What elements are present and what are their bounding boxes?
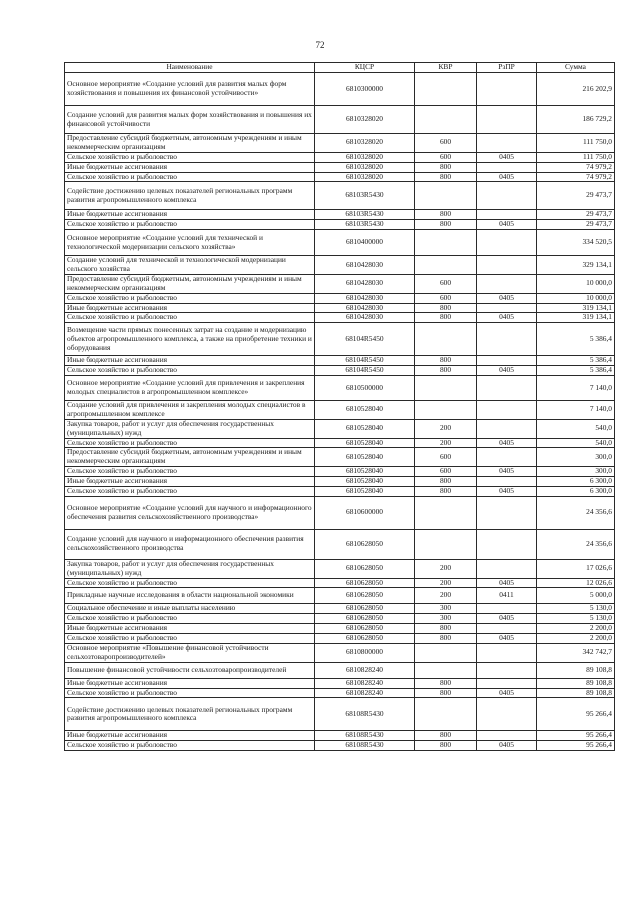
cell-rzpr — [477, 182, 537, 210]
cell-rzpr — [477, 419, 537, 438]
cell-kvr: 200 — [415, 419, 477, 438]
cell-kvr: 800 — [415, 220, 477, 230]
cell-kvr: 200 — [415, 588, 477, 604]
cell-sum: 5 000,0 — [537, 588, 615, 604]
cell-sum: 216 202,9 — [537, 73, 615, 106]
table-row — [65, 419, 615, 438]
table-row — [65, 210, 615, 220]
cell-sum: 17 026,6 — [537, 559, 615, 578]
table-row — [65, 529, 615, 559]
cell-rzpr: 0405 — [477, 634, 537, 644]
cell-kcsr: 68104R5450 — [315, 323, 415, 356]
cell-sum: 540,0 — [537, 438, 615, 448]
cell-kcsr: 6810828240 — [315, 688, 415, 698]
table-row — [65, 604, 615, 614]
cell-rzpr — [477, 162, 537, 172]
cell-kcsr: 6810628050 — [315, 578, 415, 588]
cell-name: Сельское хозяйство и рыболовство — [65, 741, 315, 751]
cell-sum: 10 000,0 — [537, 274, 615, 293]
cell-kcsr: 6810328020 — [315, 172, 415, 182]
cell-name: Предоставление субсидий бюджетным, автономным учреждениям и иным некоммерческим организациям — [65, 134, 315, 153]
cell-name: Сельское хозяйство и рыболовство — [65, 688, 315, 698]
cell-name: Сельское хозяйство и рыболовство — [65, 172, 315, 182]
cell-rzpr: 0405 — [477, 172, 537, 182]
cell-name: Сельское хозяйство и рыболовство — [65, 313, 315, 323]
cell-kcsr: 6810428030 — [315, 293, 415, 303]
cell-kcsr: 6810628050 — [315, 604, 415, 614]
table-row — [65, 496, 615, 529]
cell-kcsr: 6810528040 — [315, 401, 415, 420]
cell-name: Сельское хозяйство и рыболовство — [65, 366, 315, 376]
cell-kcsr: 6810328020 — [315, 152, 415, 162]
cell-kcsr: 68104R5450 — [315, 356, 415, 366]
cell-sum: 24 356,6 — [537, 529, 615, 559]
cell-sum: 89 108,8 — [537, 688, 615, 698]
cell-kcsr: 6810628050 — [315, 529, 415, 559]
cell-rzpr: 0405 — [477, 614, 537, 624]
cell-name: Основное мероприятие «Создание условий для научного и информационного обеспечения развития сельскохозяйственного производства» — [65, 496, 315, 529]
cell-kvr: 800 — [415, 210, 477, 220]
table-body — [65, 73, 615, 751]
cell-rzpr — [477, 698, 537, 731]
cell-kvr: 800 — [415, 477, 477, 487]
cell-name: Создание условий для привлечения и закрепления молодых специалистов в агропромышленном комплексе — [65, 401, 315, 420]
table-header-row — [65, 63, 615, 73]
cell-kvr: 600 — [415, 152, 477, 162]
cell-sum: 7 140,0 — [537, 376, 615, 401]
cell-rzpr — [477, 356, 537, 366]
cell-sum: 319 134,1 — [537, 303, 615, 313]
cell-name: Закупка товаров, работ и услуг для обеспечения государственных (муниципальных) нужд — [65, 419, 315, 438]
cell-name: Основное мероприятие «Создание условий для технической и технологической модернизации сельского хозяйства» — [65, 230, 315, 256]
cell-rzpr — [477, 210, 537, 220]
cell-kcsr: 6810400000 — [315, 230, 415, 256]
cell-sum: 24 356,6 — [537, 496, 615, 529]
cell-kcsr: 6810328020 — [315, 134, 415, 153]
cell-name: Иные бюджетные ассигнования — [65, 624, 315, 634]
cell-kcsr: 68103R5430 — [315, 210, 415, 220]
cell-kvr: 300 — [415, 604, 477, 614]
cell-kvr: 800 — [415, 624, 477, 634]
table-row — [65, 477, 615, 487]
table-row — [65, 366, 615, 376]
cell-sum: 5 386,4 — [537, 366, 615, 376]
cell-kvr — [415, 256, 477, 275]
table-row — [65, 303, 615, 313]
cell-kcsr: 6810628050 — [315, 624, 415, 634]
cell-sum: 74 979,2 — [537, 162, 615, 172]
cell-kcsr: 6810328020 — [315, 106, 415, 134]
cell-name: Сельское хозяйство и рыболовство — [65, 467, 315, 477]
cell-kcsr: 6810628050 — [315, 559, 415, 578]
cell-sum: 95 266,4 — [537, 698, 615, 731]
table-row — [65, 376, 615, 401]
cell-kcsr: 6810300000 — [315, 73, 415, 106]
cell-kcsr: 6810828240 — [315, 662, 415, 678]
table-row — [65, 578, 615, 588]
cell-sum: 95 266,4 — [537, 731, 615, 741]
cell-rzpr: 0405 — [477, 366, 537, 376]
cell-kvr: 800 — [415, 486, 477, 496]
table-row — [65, 467, 615, 477]
cell-name: Социальное обеспечение и иные выплаты населению — [65, 604, 315, 614]
cell-rzpr: 0405 — [477, 486, 537, 496]
cell-kcsr: 68108R5430 — [315, 698, 415, 731]
cell-kvr: 800 — [415, 678, 477, 688]
cell-kvr — [415, 529, 477, 559]
cell-sum: 342 742,7 — [537, 643, 615, 662]
cell-kvr: 800 — [415, 303, 477, 313]
table-row — [65, 741, 615, 751]
table-row — [65, 293, 615, 303]
cell-kvr — [415, 698, 477, 731]
cell-name: Иные бюджетные ассигнования — [65, 210, 315, 220]
cell-sum: 186 729,2 — [537, 106, 615, 134]
cell-kvr: 800 — [415, 741, 477, 751]
cell-rzpr — [477, 529, 537, 559]
cell-sum: 2 200,0 — [537, 624, 615, 634]
cell-rzpr — [477, 106, 537, 134]
cell-kvr — [415, 401, 477, 420]
cell-sum: 29 473,7 — [537, 182, 615, 210]
cell-kcsr: 6810828240 — [315, 678, 415, 688]
cell-kvr — [415, 323, 477, 356]
cell-kcsr: 6810628050 — [315, 588, 415, 604]
table-row — [65, 256, 615, 275]
table-row — [65, 134, 615, 153]
table-row — [65, 172, 615, 182]
cell-rzpr — [477, 448, 537, 467]
cell-rzpr: 0405 — [477, 220, 537, 230]
cell-name: Возмещение части прямых понесенных затрат на создание и модернизацию объектов агропромышленного комплекса, а также на приобретение техники и оборудования — [65, 323, 315, 356]
cell-name: Содействие достижению целевых показателей региональных программ развития агропромышленного комплекса — [65, 698, 315, 731]
table-row — [65, 678, 615, 688]
cell-sum: 300,0 — [537, 448, 615, 467]
header-rzpr: РзПР — [477, 63, 537, 73]
cell-name: Основное мероприятие «Создание условий для развития малых форм хозяйствования и повышения их финансовой устойчивости» — [65, 73, 315, 106]
cell-kcsr: 68108R5430 — [315, 741, 415, 751]
cell-name: Закупка товаров, работ и услуг для обеспечения государственных (муниципальных) нужд — [65, 559, 315, 578]
cell-sum: 10 000,0 — [537, 293, 615, 303]
cell-kcsr: 6810528040 — [315, 419, 415, 438]
cell-rzpr — [477, 323, 537, 356]
cell-name: Основное мероприятие «Повышение финансовой устойчивости сельхозтоваропроизводителей» — [65, 643, 315, 662]
cell-rzpr — [477, 256, 537, 275]
table-row — [65, 313, 615, 323]
cell-kvr — [415, 182, 477, 210]
cell-kcsr: 6810428030 — [315, 303, 415, 313]
table-row — [65, 401, 615, 420]
cell-kvr: 600 — [415, 274, 477, 293]
cell-name: Прикладные научные исследования в области национальной экономики — [65, 588, 315, 604]
cell-rzpr: 0405 — [477, 293, 537, 303]
header-kcsr: КЦСР — [315, 63, 415, 73]
table-row — [65, 688, 615, 698]
cell-rzpr — [477, 73, 537, 106]
cell-rzpr: 0411 — [477, 588, 537, 604]
cell-name: Сельское хозяйство и рыболовство — [65, 438, 315, 448]
cell-sum: 6 300,0 — [537, 477, 615, 487]
cell-kvr: 200 — [415, 438, 477, 448]
cell-rzpr: 0405 — [477, 467, 537, 477]
cell-sum: 5 386,4 — [537, 356, 615, 366]
cell-sum: 89 108,8 — [537, 662, 615, 678]
cell-name: Иные бюджетные ассигнования — [65, 731, 315, 741]
cell-name: Содействие достижению целевых показателей региональных программ развития агропромышленного комплекса — [65, 182, 315, 210]
cell-kvr: 600 — [415, 448, 477, 467]
cell-kcsr: 6810528040 — [315, 448, 415, 467]
cell-kcsr: 6810528040 — [315, 438, 415, 448]
cell-sum: 329 134,1 — [537, 256, 615, 275]
cell-kvr — [415, 662, 477, 678]
cell-kcsr: 6810428030 — [315, 313, 415, 323]
cell-kvr — [415, 230, 477, 256]
table-row — [65, 220, 615, 230]
cell-sum: 111 750,0 — [537, 134, 615, 153]
cell-rzpr: 0405 — [477, 578, 537, 588]
table-row — [65, 162, 615, 172]
cell-kvr — [415, 643, 477, 662]
cell-sum: 12 026,6 — [537, 578, 615, 588]
cell-kvr: 600 — [415, 293, 477, 303]
cell-kvr: 800 — [415, 731, 477, 741]
cell-kvr: 600 — [415, 467, 477, 477]
cell-sum: 5 386,4 — [537, 323, 615, 356]
cell-rzpr — [477, 643, 537, 662]
cell-name: Иные бюджетные ассигнования — [65, 356, 315, 366]
cell-name: Сельское хозяйство и рыболовство — [65, 614, 315, 624]
cell-rzpr: 0405 — [477, 152, 537, 162]
cell-sum: 111 750,0 — [537, 152, 615, 162]
cell-name: Создание условий для технической и технологической модернизации сельского хозяйства — [65, 256, 315, 275]
cell-sum: 540,0 — [537, 419, 615, 438]
cell-kcsr: 6810428030 — [315, 256, 415, 275]
cell-rzpr — [477, 376, 537, 401]
cell-rzpr — [477, 477, 537, 487]
cell-sum: 89 108,8 — [537, 678, 615, 688]
table-row — [65, 106, 615, 134]
cell-kvr: 800 — [415, 313, 477, 323]
cell-kcsr: 6810628050 — [315, 614, 415, 624]
table-row — [65, 698, 615, 731]
cell-sum: 29 473,7 — [537, 210, 615, 220]
table-row — [65, 73, 615, 106]
cell-rzpr: 0405 — [477, 741, 537, 751]
cell-kvr: 200 — [415, 559, 477, 578]
cell-kvr: 800 — [415, 172, 477, 182]
header-sum: Сумма — [537, 63, 615, 73]
cell-kcsr: 6810428030 — [315, 274, 415, 293]
cell-kvr — [415, 106, 477, 134]
cell-kvr: 800 — [415, 634, 477, 644]
cell-name: Предоставление субсидий бюджетным, автономным учреждениям и иным некоммерческим организациям — [65, 448, 315, 467]
cell-kcsr: 6810528040 — [315, 467, 415, 477]
cell-kcsr: 6810628050 — [315, 634, 415, 644]
cell-kvr — [415, 376, 477, 401]
cell-kcsr: 6810528040 — [315, 477, 415, 487]
cell-kvr: 600 — [415, 134, 477, 153]
cell-kcsr: 6810528040 — [315, 486, 415, 496]
cell-kcsr: 68104R5450 — [315, 366, 415, 376]
cell-sum: 6 300,0 — [537, 486, 615, 496]
cell-rzpr — [477, 134, 537, 153]
cell-kcsr: 68103R5430 — [315, 220, 415, 230]
cell-name: Сельское хозяйство и рыболовство — [65, 152, 315, 162]
cell-rzpr — [477, 496, 537, 529]
cell-sum: 2 200,0 — [537, 634, 615, 644]
cell-sum: 334 520,5 — [537, 230, 615, 256]
cell-kcsr: 6810500000 — [315, 376, 415, 401]
table-row — [65, 356, 615, 366]
cell-rzpr — [477, 624, 537, 634]
cell-kcsr: 68103R5430 — [315, 182, 415, 210]
cell-name: Сельское хозяйство и рыболовство — [65, 486, 315, 496]
table-row — [65, 448, 615, 467]
cell-kvr: 800 — [415, 366, 477, 376]
cell-name: Предоставление субсидий бюджетным, автономным учреждениям и иным некоммерческим организациям — [65, 274, 315, 293]
cell-kvr: 800 — [415, 688, 477, 698]
cell-rzpr: 0405 — [477, 313, 537, 323]
cell-name: Сельское хозяйство и рыболовство — [65, 293, 315, 303]
cell-rzpr — [477, 401, 537, 420]
cell-rzpr — [477, 559, 537, 578]
table-row — [65, 438, 615, 448]
table-row — [65, 614, 615, 624]
table-row — [65, 588, 615, 604]
table-row — [65, 323, 615, 356]
cell-kvr — [415, 496, 477, 529]
cell-sum: 319 134,1 — [537, 313, 615, 323]
cell-name: Иные бюджетные ассигнования — [65, 162, 315, 172]
cell-sum: 5 130,0 — [537, 604, 615, 614]
cell-kcsr: 6810328020 — [315, 162, 415, 172]
cell-sum: 300,0 — [537, 467, 615, 477]
cell-sum: 7 140,0 — [537, 401, 615, 420]
page-number: 72 — [315, 40, 325, 50]
header-kvr: КВР — [415, 63, 477, 73]
cell-name: Иные бюджетные ассигнования — [65, 477, 315, 487]
table-row — [65, 182, 615, 210]
cell-rzpr: 0405 — [477, 438, 537, 448]
cell-sum: 95 266,4 — [537, 741, 615, 751]
cell-sum: 29 473,7 — [537, 220, 615, 230]
cell-name: Основное мероприятие «Создание условий для привлечения и закрепления молодых специалистов в агропромышленном комплексе» — [65, 376, 315, 401]
table-row — [65, 731, 615, 741]
budget-table — [64, 62, 615, 751]
cell-name: Иные бюджетные ассигнования — [65, 678, 315, 688]
table-row — [65, 643, 615, 662]
cell-kcsr: 6810800000 — [315, 643, 415, 662]
table-row — [65, 152, 615, 162]
cell-kvr: 200 — [415, 578, 477, 588]
cell-kvr: 300 — [415, 614, 477, 624]
cell-name: Сельское хозяйство и рыболовство — [65, 634, 315, 644]
table-row — [65, 230, 615, 256]
cell-rzpr — [477, 731, 537, 741]
table-row — [65, 274, 615, 293]
cell-kvr: 800 — [415, 356, 477, 366]
cell-rzpr — [477, 662, 537, 678]
cell-rzpr — [477, 230, 537, 256]
cell-name: Сельское хозяйство и рыболовство — [65, 578, 315, 588]
table-row — [65, 662, 615, 678]
cell-kvr: 800 — [415, 162, 477, 172]
cell-name: Создание условий для научного и информационного обеспечения развития сельскохозяйственного производства — [65, 529, 315, 559]
table-row — [65, 624, 615, 634]
table-row — [65, 486, 615, 496]
cell-rzpr — [477, 303, 537, 313]
cell-kcsr: 6810600000 — [315, 496, 415, 529]
cell-sum: 5 130,0 — [537, 614, 615, 624]
cell-rzpr — [477, 274, 537, 293]
cell-name: Создание условий для развития малых форм хозяйствования и повышения их финансовой устойчивости — [65, 106, 315, 134]
table-row — [65, 634, 615, 644]
cell-name: Сельское хозяйство и рыболовство — [65, 220, 315, 230]
cell-rzpr — [477, 678, 537, 688]
cell-kvr — [415, 73, 477, 106]
cell-rzpr: 0405 — [477, 688, 537, 698]
cell-name: Повышение финансовой устойчивости сельхозтоваропроизводителей — [65, 662, 315, 678]
table-row — [65, 559, 615, 578]
cell-rzpr — [477, 604, 537, 614]
cell-kcsr: 68108R5430 — [315, 731, 415, 741]
header-name: Наименование — [65, 63, 315, 73]
cell-name: Иные бюджетные ассигнования — [65, 303, 315, 313]
cell-sum: 74 979,2 — [537, 172, 615, 182]
